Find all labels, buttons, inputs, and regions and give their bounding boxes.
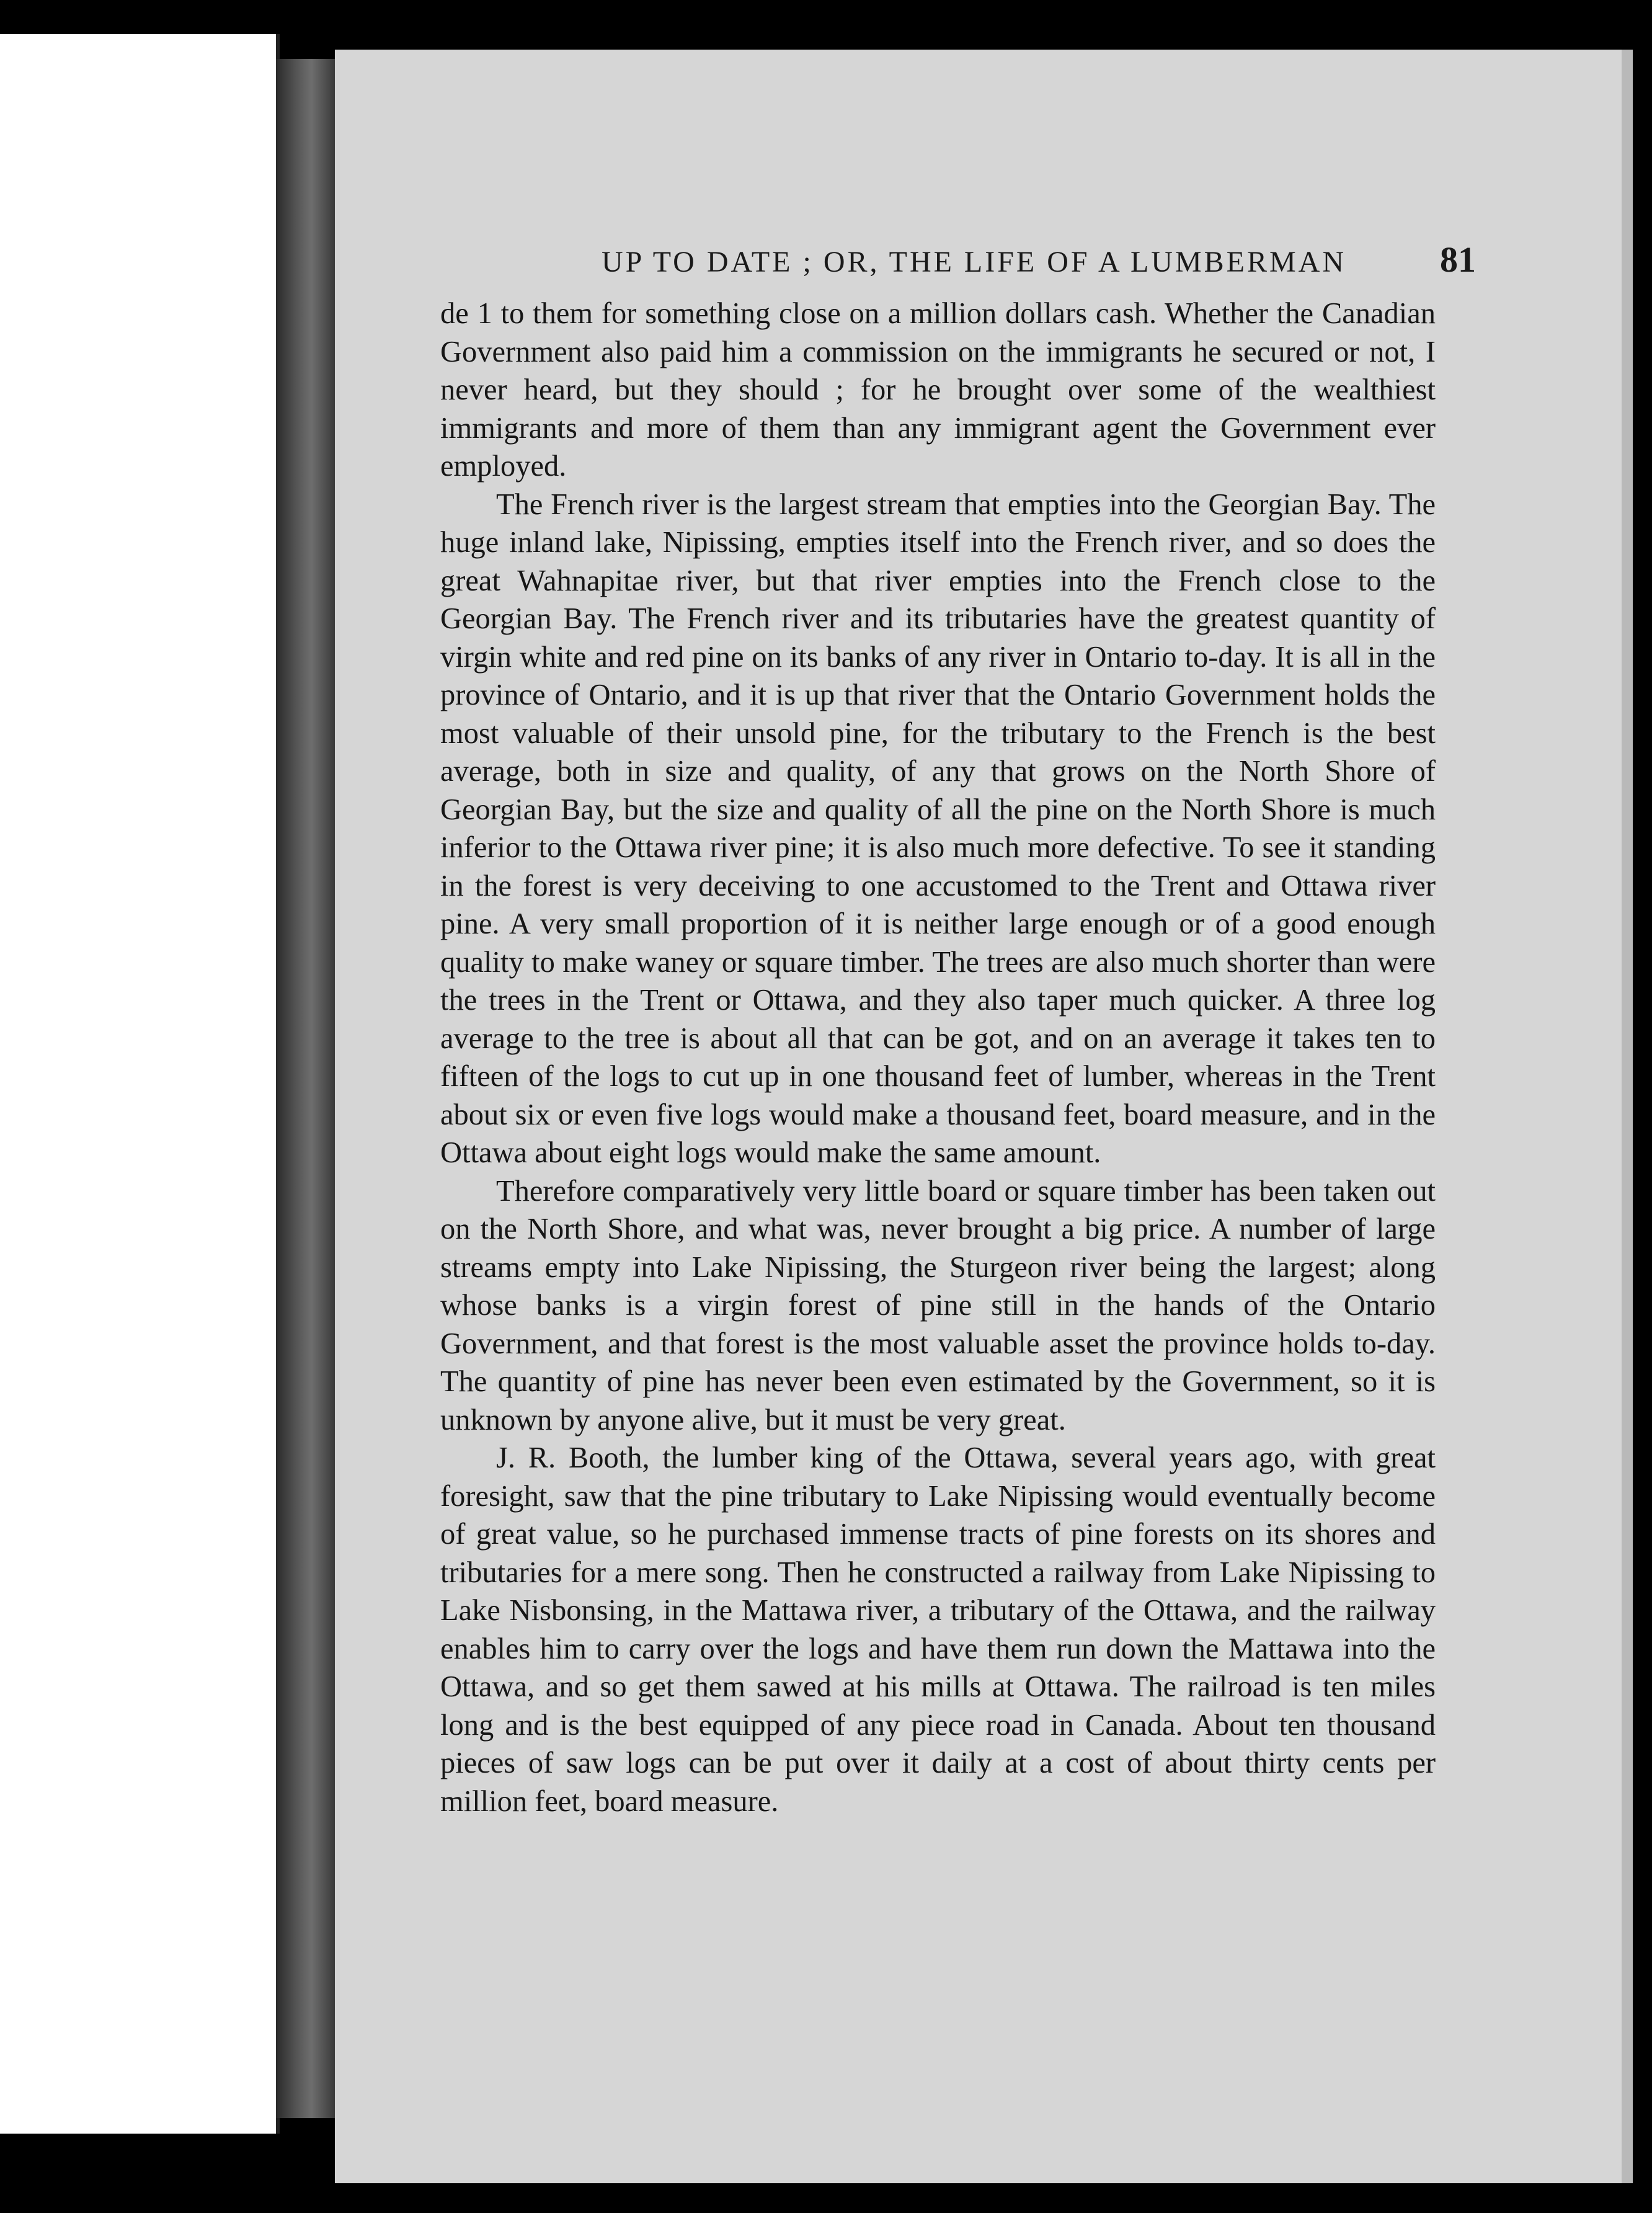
right-page xyxy=(335,50,1633,2183)
body-text xyxy=(440,295,1436,1820)
paragraph-2: The French river is the largest stream that empties into the Georgian Bay. The huge inland lake, Nipissing, empties itself into the French river, and so does the great Wahnapitae river, but that river empties into the French close to the Georgian Bay. The French river and its tributaries have the greatest quantity of virgin white and red pine on its banks of any river in Ontario to-day. It is all in the province of Ontario, and it is up that river that the Ontario Government holds the most valuable of their unsold pine, for the tributary to the French is the best average, both in size and quality, of any that grows on the North Shore of Georgian Bay, but the size and quality of all the pine on the North Shore is much inferior to the Ottawa river pine; it is also much more defective. To see it standing in the forest is very deceiving to one accustomed to the Trent and Ottawa river pine. A very small proportion of it is neither large enough or of a good enough quality to make waney or square timber. The trees are also much shorter than were the trees in the Trent or Ottawa, and they also taper much quicker. A three log average to the tree is about all that can be got, and on an average it takes ten to fifteen of the logs to cut up in one thousand feet of lumber, whereas in the Trent about six or even five logs would make a thousand feet, board measure, and in the Ottawa about eight logs would make the same amount. xyxy=(440,488,1436,1169)
running-title: UP TO DATE ; OR, THE LIFE OF A LUMBERMAN xyxy=(602,246,1346,278)
paragraph-3: Therefore comparatively very little board or square timber has been taken out on the North Shore, and what was, never brought a big price. A number of large streams empty into Lake Nipissing, the Sturgeon river being the largest; along whose banks is a virgin forest of pine still in the hands of the Ontario Government, and that forest is the most valuable asset the province holds to-day. The quantity of pine has never been even estimated by the Government, so it is unknown by anyone alive, but it must be very great. xyxy=(440,1174,1436,1436)
paragraph-4: J. R. Booth, the lumber king of the Ottawa, several years ago, with great foresight, saw that the pine tributary to Lake Nipissing would eventually become of great value, so he purchased immense tracts of pine forests on its shores and tributaries for a mere song. Then he constructed a railway from Lake Nipissing to Lake Nisbonsing, in the Mattawa river, a tributary of the Ottawa, and the railway enables him to carry over the logs and have them run down the Mattawa into the Ottawa, and so get them sawed at his mills at Ottawa. The railroad is ten miles long and is the best equipped of any piece road in Canada. About ten thousand pieces of saw logs can be put over it daily at a cost of about thirty cents per million feet, board measure. xyxy=(440,1441,1436,1818)
page-number: 81 xyxy=(1440,239,1476,280)
paragraph-1: de 1 to them for something close on a million dollars cash. Whether the Canadian Government also paid him a commission on the immigrants he secured or not, I never heard, but they should ; for he brought over some of the wealthiest immigrants and more of them than any immigrant agent the Government ever employed. xyxy=(440,297,1436,483)
page-header xyxy=(602,239,1476,280)
book-spine xyxy=(276,59,335,2118)
left-page xyxy=(0,34,280,2134)
